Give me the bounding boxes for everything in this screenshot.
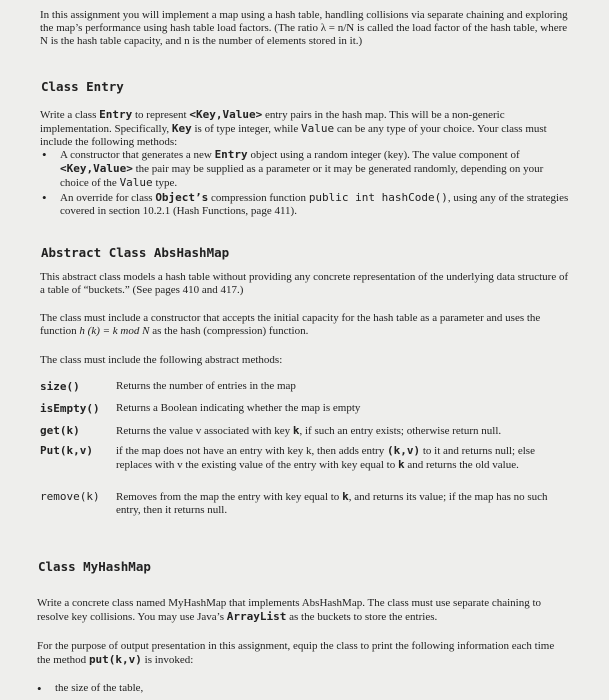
output-list bbox=[35, 682, 565, 695]
class-entry-heading: Class Entry bbox=[41, 79, 124, 94]
abs-description: This abstract class models a hash table without providing any concrete representation of the underlying data structure of a table of “buckets.” (See pages 410 and 417.) bbox=[40, 271, 569, 296]
list-item: • the size of the table, bbox=[35, 682, 565, 695]
intro-paragraph: In this assignment you will implement a map using a hash table, handling collisions via separate chaining and exploring the map’s performance using hash table load factors. (The ratio λ = n/N is called the load factor of the hash table, where N is the hash table capacity, and n is the number of elements stored in it.) bbox=[40, 9, 568, 47]
method-row-isempty: isEmpty() Returns a Boolean indicating whether the map is empty bbox=[40, 402, 361, 415]
myhashmap-description: Write a concrete class named MyHashMap that implements AbsHashMap. The class must use separate chaining to resolve key collisions. You may use Java’s ArrayList as the buckets to store the entries. bbox=[37, 597, 542, 623]
list-item: • An override for class Object’s compression function public int hashCode(), using any of the strategies covered in section 10.2.1 (Hash Functions, page 411). bbox=[40, 191, 570, 218]
list-item: • A constructor that generates a new Entry object using a random integer (key). The value component of <Key,Value> the pair may be supplied as a parameter or it may be generated randomly, depending on your choice of the Value type. bbox=[40, 148, 570, 190]
method-row-size: size() Returns the number of entries in the map bbox=[40, 380, 296, 393]
abs-constructor-paragraph: The class must include a constructor that accepts the initial capacity for the hash table as a parameter and uses the function h (k) = k mod N as the hash (compression) function. bbox=[40, 312, 541, 337]
method-row-get: get(k) Returns the value v associated with key k, if such an entry exists; otherwise return null. bbox=[40, 424, 502, 437]
method-row-remove: remove(k) Removes from the map the entry with key equal to k, and returns its value; if the map has no such entry, then it returns null. bbox=[40, 490, 548, 516]
abs-methods-intro: The class must include the following abstract methods: bbox=[40, 354, 283, 366]
entry-method-list bbox=[40, 148, 570, 218]
myhashmap-output-paragraph: For the purpose of output presentation in this assignment, equip the class to print the following information each time the method put(k,v) is invoked: bbox=[37, 640, 555, 666]
entry-description: Write a class Entry to represent <Key,Value> entry pairs in the hash map. This will be a non-generic implementation. Specifically, Key is of type integer, while Value can be any type of your choice. Your class must include the following methods: bbox=[40, 108, 547, 148]
method-row-put: Put(k,v) if the map does not have an entry with key k, then adds entry (k,v) to it and returns null; else replaces with v the existing value of the entry with key equal to k and returns the old value. bbox=[40, 444, 535, 471]
abs-hashmap-heading: Abstract Class AbsHashMap bbox=[41, 245, 230, 260]
myhashmap-heading: Class MyHashMap bbox=[38, 559, 151, 574]
